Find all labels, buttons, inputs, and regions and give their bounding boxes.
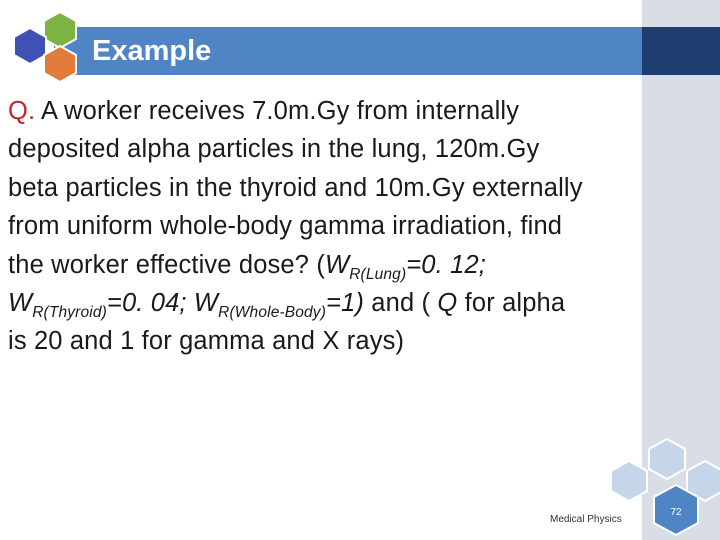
weight-thyroid-value: =0. 04; bbox=[106, 289, 194, 318]
question-line-6-b: for alpha bbox=[457, 289, 566, 318]
question-line-2: deposited alpha particles in the lung, 120m.Gy bbox=[8, 135, 540, 164]
question-line-4: from uniform whole-body gamma irradiation, find bbox=[8, 212, 563, 241]
weight-lung-symbol: W bbox=[324, 250, 350, 279]
light-hexagon-top-icon bbox=[649, 439, 685, 479]
question-line-3: beta particles in the thyroid and 10m.Gy externally bbox=[8, 173, 583, 202]
weight-wholebody-symbol: W bbox=[193, 289, 219, 318]
question-text bbox=[8, 92, 713, 361]
orange-hexagon-icon bbox=[44, 46, 76, 82]
question-line-1: A worker receives 7.0m.Gy from internally bbox=[35, 97, 520, 125]
weight-thyroid-subscript: R(Thyroid) bbox=[32, 304, 107, 322]
green-hexagon-icon bbox=[44, 12, 76, 48]
question-label: Q. bbox=[8, 97, 36, 125]
question-line-6-a: and ( bbox=[364, 289, 438, 318]
slide-title: Example bbox=[92, 35, 212, 67]
decorative-hexagons-icon bbox=[605, 435, 720, 540]
quality-factor-symbol: Q bbox=[437, 289, 458, 318]
weight-thyroid-symbol: W bbox=[8, 289, 33, 318]
weight-lung-subscript: R(Lung) bbox=[349, 265, 407, 283]
page-number: 72 bbox=[670, 507, 682, 518]
title-bar-dark-end bbox=[642, 27, 720, 75]
weight-wholebody-value: =1) bbox=[326, 289, 365, 318]
question-line-7: is 20 and 1 for gamma and X rays) bbox=[8, 327, 405, 356]
light-hexagon-left-icon bbox=[611, 461, 647, 501]
footer-label: Medical Physics bbox=[550, 514, 622, 525]
blue-hexagon-icon bbox=[14, 28, 46, 64]
weight-lung-value: =0. 12; bbox=[406, 250, 487, 279]
weight-wholebody-subscript: R(Whole-Body) bbox=[218, 304, 327, 322]
hexagon-logo-icon bbox=[0, 10, 90, 90]
question-line-5: the worker effective dose? ( bbox=[8, 250, 325, 279]
